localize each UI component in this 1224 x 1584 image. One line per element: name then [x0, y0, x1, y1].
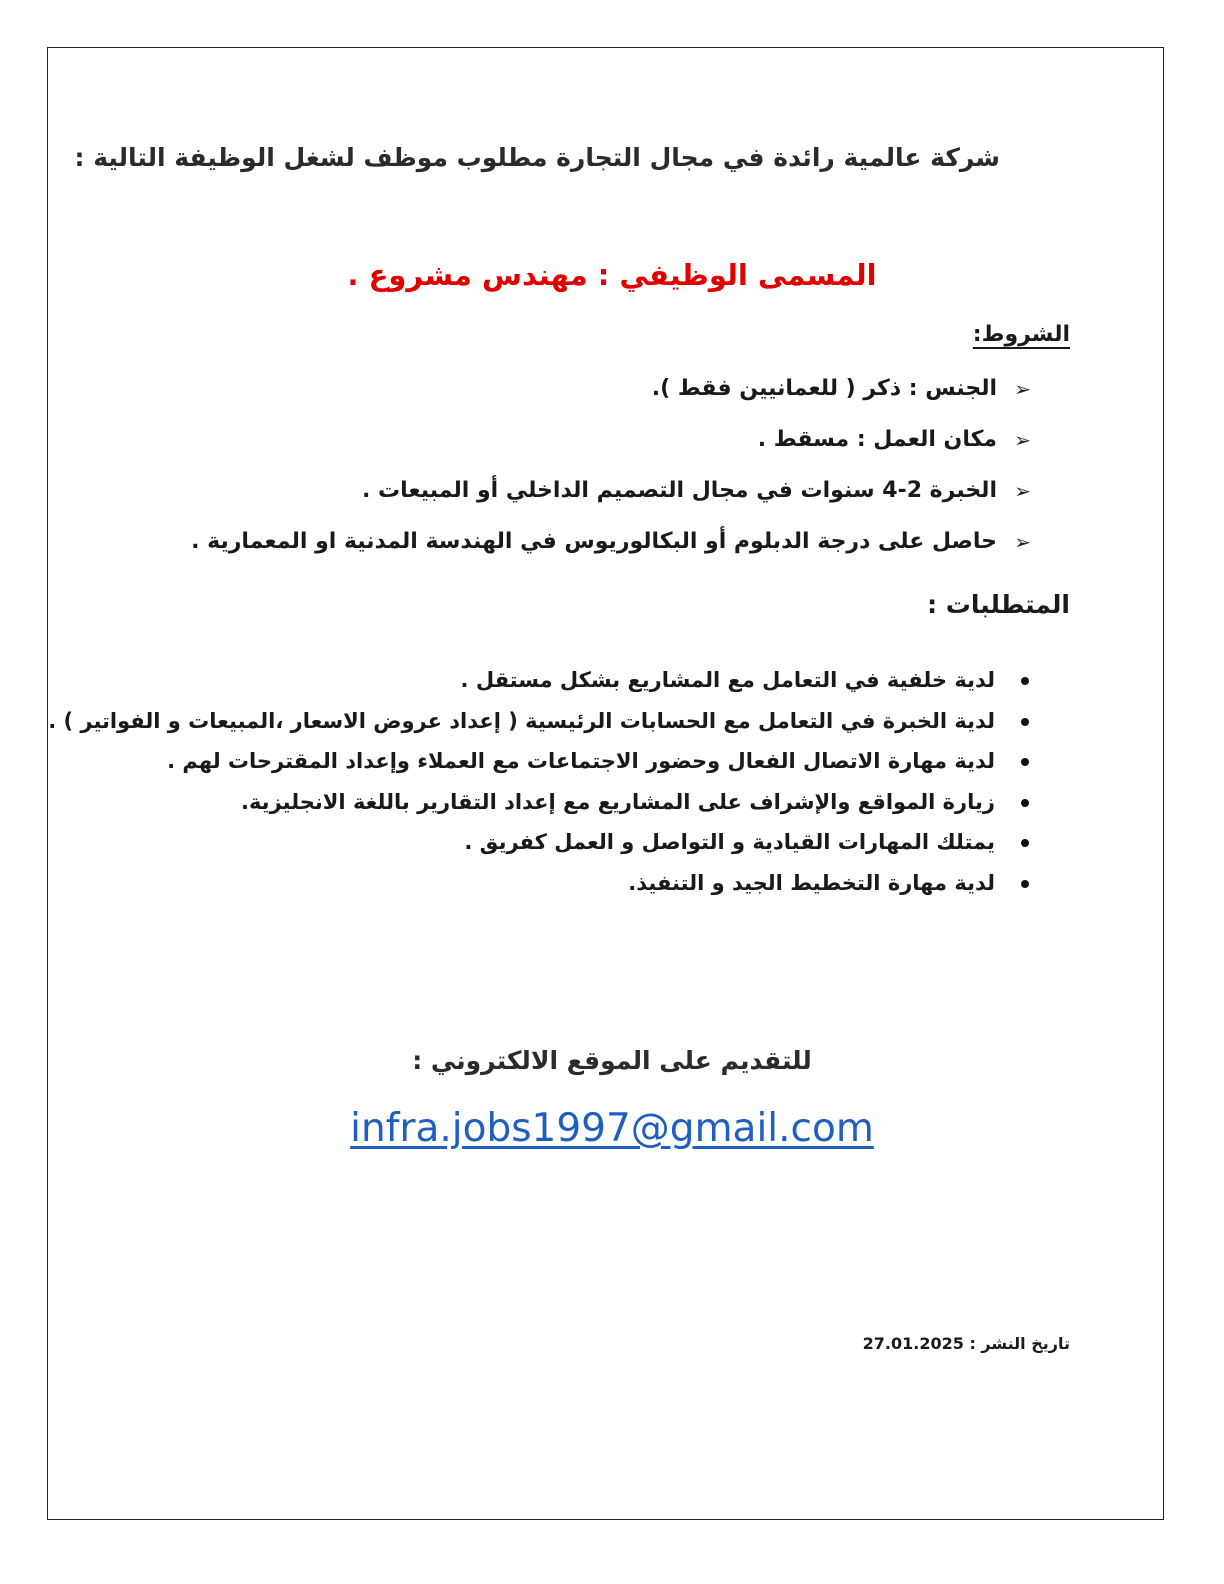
arrowhead-icon: ➢: [1014, 479, 1031, 503]
list-item: [191, 523, 1031, 574]
list-item: [48, 865, 1029, 906]
requirement-text: يمتلك المهارات القيادية و التواصل و العمل كفريق .: [464, 830, 995, 854]
requirement-text: لدية الخبرة في التعامل مع الحسابات الرئيسية ( إعداد عروض الاسعار ،المبيعات و الفواتير ) .: [48, 708, 995, 733]
requirement-text: لدية مهارة الاتصال الفعال وحضور الاجتماعات مع العملاء وإعداد المقترحات لهم .: [167, 749, 995, 773]
email-link[interactable]: infra.jobs1997@gmail.com: [350, 1106, 874, 1151]
publish-date-value: 27.01.2025: [862, 1334, 964, 1353]
bullet-icon: [1021, 880, 1029, 888]
requirement-text: لدية خلفية في التعامل مع المشاريع بشكل مستقل .: [460, 668, 995, 692]
list-item: [48, 703, 1029, 744]
list-item: [48, 662, 1029, 703]
arrowhead-icon: ➢: [1014, 530, 1031, 554]
job-title: المسمى الوظيفي : مهندس مشروع .: [347, 258, 877, 292]
conditions-heading: الشروط:: [972, 322, 1070, 347]
bullet-icon: [1021, 718, 1029, 726]
condition-text: الخبرة 2-4 سنوات في مجال التصميم الداخلي أو المبيعات .: [361, 478, 997, 503]
list-item: [48, 743, 1029, 784]
condition-text: الجنس : ذكر ( للعمانيين فقط ).: [651, 376, 997, 401]
apply-label: للتقديم على الموقع الالكتروني :: [412, 1046, 812, 1075]
list-item: [191, 370, 1031, 421]
arrowhead-icon: ➢: [1014, 377, 1031, 401]
requirements-list: [48, 662, 1029, 905]
list-item: [191, 472, 1031, 523]
list-item: [48, 824, 1029, 865]
conditions-list: [191, 370, 1031, 574]
requirement-text: زيارة المواقع والإشراف على المشاريع مع إعداد التقارير باللغة الانجليزية.: [240, 789, 995, 814]
bullet-icon: [1021, 799, 1029, 807]
condition-text: مكان العمل : مسقط .: [757, 427, 997, 452]
bullet-icon: [1021, 677, 1029, 685]
requirements-heading: المتطلبات :: [927, 590, 1070, 619]
bullet-icon: [1021, 758, 1029, 766]
arrowhead-icon: ➢: [1014, 428, 1031, 452]
intro-text: شركة عالمية رائدة في مجال التجارة مطلوب موظف لشغل الوظيفة التالية :: [74, 143, 1000, 172]
condition-text: حاصل على درجة الدبلوم أو البكالوريوس في الهندسة المدنية او المعمارية .: [191, 529, 997, 554]
list-item: [48, 784, 1029, 825]
bullet-icon: [1021, 839, 1029, 847]
list-item: [191, 421, 1031, 472]
requirement-text: لدية مهارة التخطيط الجيد و التنفيذ.: [628, 870, 995, 895]
publish-date-line: [863, 1334, 1070, 1353]
publish-date-label: تاريخ النشر :: [969, 1334, 1070, 1353]
